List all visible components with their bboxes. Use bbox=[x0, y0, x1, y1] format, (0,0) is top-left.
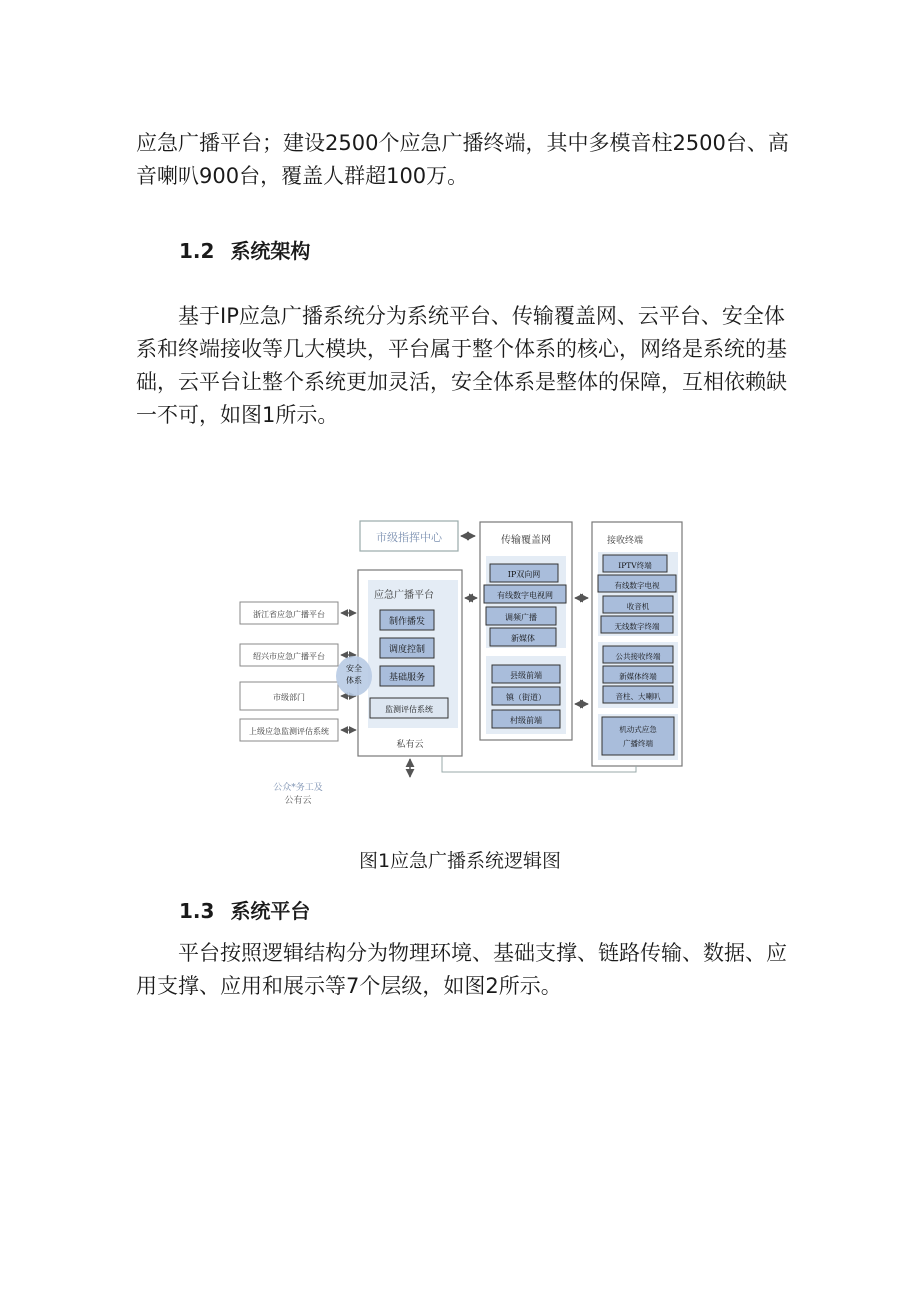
module-label-production: 制作播发 bbox=[388, 617, 426, 627]
terminal-label-cable: 有线数字电视 bbox=[614, 581, 660, 590]
input-label-zhejiang: 浙江省应急广播平台 bbox=[253, 610, 325, 619]
terminal-label-newmedia: 新媒体终端 bbox=[619, 672, 657, 681]
module-label-dispatch: 调度控制 bbox=[388, 645, 426, 655]
network-label-cable: 有线数字电视网 bbox=[497, 591, 553, 600]
level-label-village: 村级前端 bbox=[510, 716, 542, 725]
level-label-county: 县级前端 bbox=[510, 671, 542, 680]
section-title: 系统架构 bbox=[230, 239, 311, 263]
section-heading-1-2 bbox=[179, 235, 310, 264]
input-label-shaoxing: 绍兴市应急广播平台 bbox=[253, 652, 325, 661]
terminal-label-mobile-1: 机动式应急 bbox=[619, 725, 657, 734]
public-cloud-label-1: 公众*务工及 bbox=[273, 783, 323, 793]
input-label-city-dept: 市级部门 bbox=[273, 693, 305, 702]
network-label-fm: 调频广播 bbox=[505, 613, 537, 622]
terminal-label-mobile-2: 广播终端 bbox=[623, 739, 653, 748]
network-label-newmedia: 新媒体 bbox=[511, 634, 535, 643]
figure-caption: 图1应急广播系统逻辑图 bbox=[358, 850, 562, 872]
public-cloud-label-2: 公有云 bbox=[284, 796, 312, 806]
private-cloud-label: 私有云 bbox=[396, 740, 424, 750]
input-label-monitor: 上级应急监测评估系统 bbox=[249, 727, 329, 736]
paragraph-platform-layers: 平台按照逻辑结构分为物理环境、基础支撑、链路传输、数据、应用支撑、应用和展示等7个层级，如图2所示。 bbox=[136, 941, 787, 998]
terminal-label-public: 公共接收终端 bbox=[615, 652, 661, 661]
paragraph-architecture: 基于IP应急广播系统分为系统平台、传输覆盖网、云平台、安全体系和终端接收等几大模块，平台属于整个体系的核心，网络是系统的基础，云平台让整个系统更加灵活，安全体系是整体的保障，互相依赖缺一不可，如图1所示。 bbox=[136, 304, 787, 427]
monitor-label: 监测评估系统 bbox=[385, 705, 433, 714]
paragraph-coverage: 应急广播平台；建设2500个应急广播终端，其中多模音柱2500台、高音喇叭900台，覆盖人群超100万。 bbox=[136, 131, 789, 188]
terminal-label-wireless: 无线数字终端 bbox=[614, 622, 660, 631]
security-label-1: 安全 bbox=[346, 664, 362, 673]
terminal-label-speaker: 音柱、大喇叭 bbox=[615, 692, 661, 701]
security-label-2: 体系 bbox=[346, 676, 362, 685]
left-inputs bbox=[240, 602, 338, 741]
section-number: 1.3 bbox=[179, 899, 215, 923]
network-label-ip: IP双向网 bbox=[507, 570, 541, 579]
section-heading-1-3 bbox=[179, 895, 310, 924]
module-label-basic: 基础服务 bbox=[388, 673, 426, 683]
section-title: 系统平台 bbox=[230, 899, 311, 923]
terminal-label-radio: 收音机 bbox=[626, 602, 650, 611]
terminals-title: 接收终端 bbox=[606, 536, 644, 546]
emergency-broadcast-logic-diagram bbox=[236, 518, 686, 818]
transmission-title: 传输覆盖网 bbox=[501, 535, 551, 546]
command-center-label: 市级指挥中心 bbox=[376, 531, 442, 544]
section-number: 1.2 bbox=[179, 239, 215, 263]
platform-title: 应急广播平台 bbox=[374, 590, 434, 601]
terminal-box-mobile bbox=[602, 717, 674, 755]
terminal-label-iptv: IPTV终端 bbox=[618, 561, 652, 570]
level-label-town: 镇（街道） bbox=[506, 693, 546, 702]
